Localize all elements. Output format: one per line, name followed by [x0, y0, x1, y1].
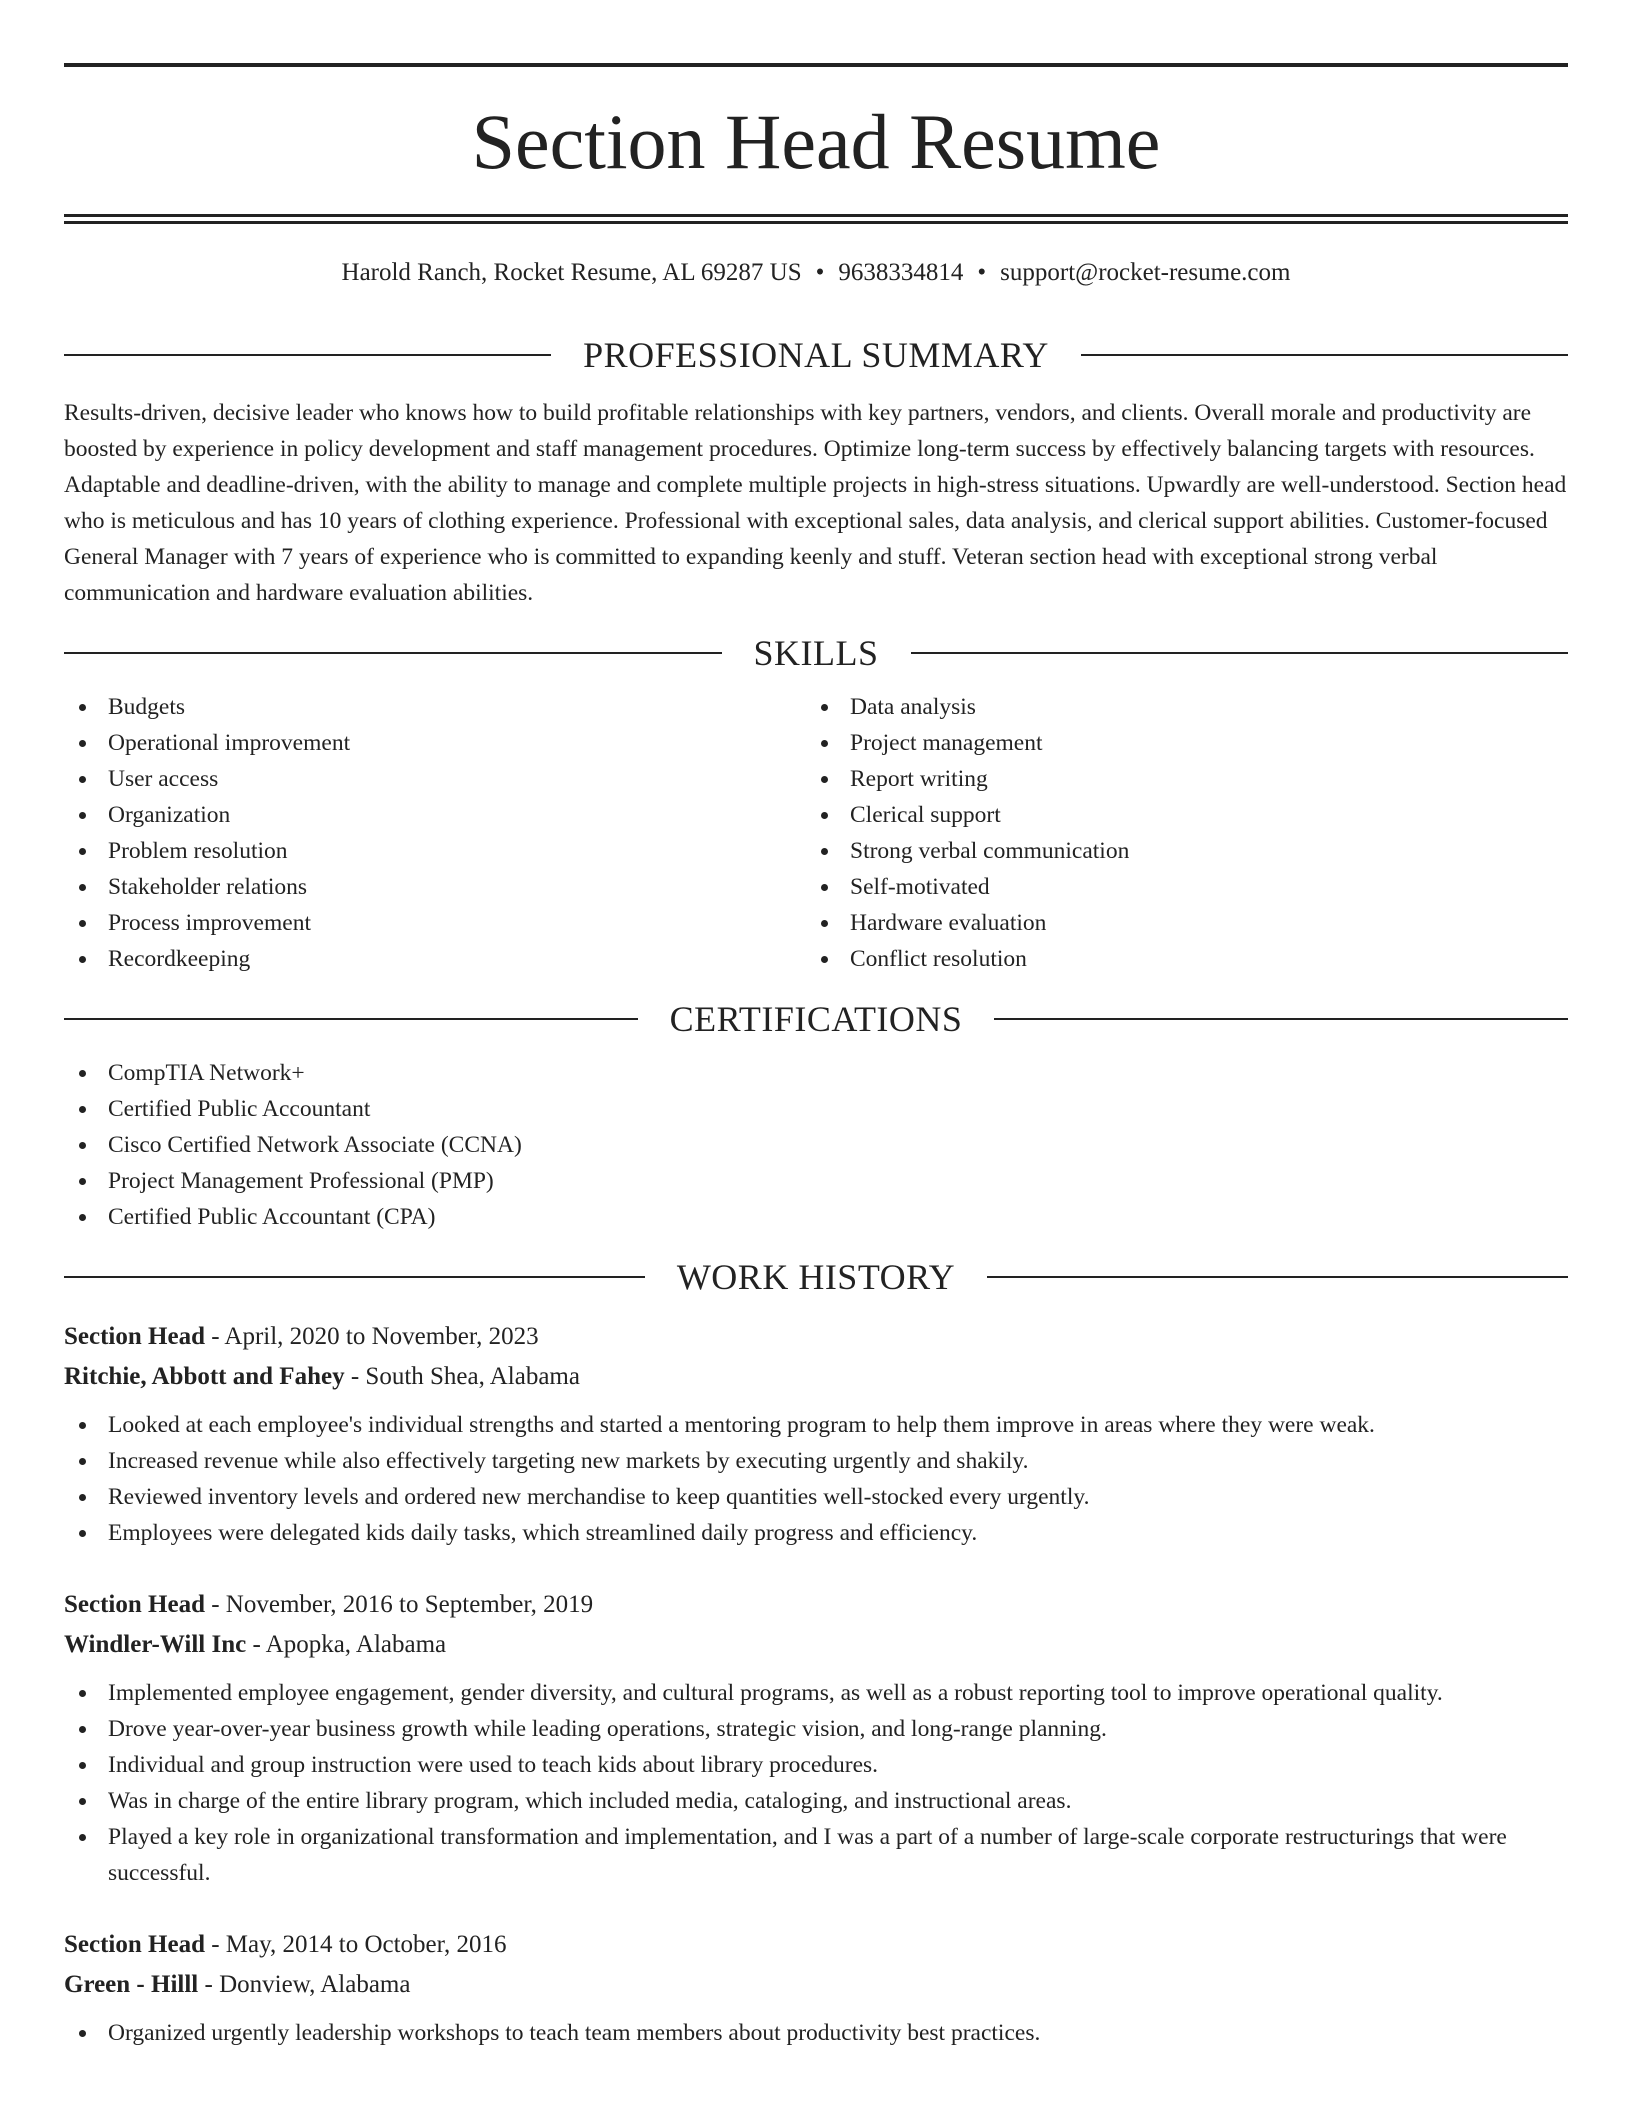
skill-item: Recordkeeping [64, 941, 806, 977]
job-bullets [64, 2015, 1568, 2051]
job-location: - South Shea, Alabama [344, 1363, 580, 1390]
skills-list-left [64, 689, 806, 977]
skill-item: Problem resolution [64, 833, 806, 869]
job-bullets [64, 1407, 1568, 1551]
skill-item: Hardware evaluation [806, 905, 1548, 941]
section-heading-work-history [64, 1255, 1568, 1299]
job-title-line [64, 1925, 1568, 1965]
skills-column-right [806, 689, 1548, 977]
job-company: Ritchie, Abbott and Fahey [64, 1363, 345, 1390]
skill-item: Clerical support [806, 797, 1548, 833]
section-title: PROFESSIONAL SUMMARY [583, 335, 1049, 375]
skill-item: Self-motivated [806, 869, 1548, 905]
job-title-line [64, 1585, 1568, 1625]
job-location: - Apopka, Alabama [246, 1631, 447, 1658]
skill-item: Budgets [64, 689, 806, 725]
section-title: WORK HISTORY [676, 1257, 956, 1297]
contact-separator: • [977, 259, 987, 286]
certification-item: CompTIA Network+ [64, 1055, 1568, 1091]
heading-rule [64, 652, 722, 654]
heading-rule [1081, 354, 1568, 356]
certifications-block [64, 1055, 1568, 1235]
section-heading-certifications [64, 997, 1568, 1041]
section-heading-skills [64, 631, 1568, 675]
job-location: - Donview, Alabama [198, 1971, 411, 1998]
job-entry [64, 1925, 1568, 2051]
contact-address: Harold Ranch, Rocket Resume, AL 69287 US [341, 259, 802, 286]
heading-rule [64, 1276, 645, 1278]
job-bullet: Organized urgently leadership workshops to teach team members about productivity best practices. [64, 2015, 1568, 2051]
job-bullet: Reviewed inventory levels and ordered new merchandise to keep quantities well-stocked every urgently. [64, 1479, 1568, 1515]
certifications-list [64, 1055, 1568, 1235]
contact-separator: • [815, 259, 825, 286]
job-company-line [64, 1965, 1568, 2005]
top-rule [64, 63, 1568, 67]
heading-rule [64, 354, 551, 356]
title-double-rule [64, 214, 1568, 224]
job-entry [64, 1317, 1568, 1551]
section-title: CERTIFICATIONS [669, 999, 963, 1039]
skill-item: Conflict resolution [806, 941, 1548, 977]
certification-item: Project Management Professional (PMP) [64, 1163, 1568, 1199]
certification-item: Certified Public Accountant [64, 1091, 1568, 1127]
job-bullet: Implemented employee engagement, gender diversity, and cultural programs, as well as a robust reporting tool to improve operational quality. [64, 1675, 1568, 1711]
resume-content [64, 0, 1568, 2051]
job-bullets [64, 1675, 1568, 1891]
job-dates: - November, 2016 to September, 2019 [204, 1591, 594, 1618]
contact-phone: 9638334814 [838, 259, 964, 286]
skill-item: Report writing [806, 761, 1548, 797]
heading-rule [911, 652, 1569, 654]
section-title: SKILLS [753, 633, 879, 673]
job-dates: - May, 2014 to October, 2016 [204, 1931, 507, 1958]
skill-item: Data analysis [806, 689, 1548, 725]
job-bullet: Drove year-over-year business growth while leading operations, strategic vision, and long-range planning. [64, 1711, 1568, 1747]
skills-columns [64, 689, 1568, 977]
skill-item: Operational improvement [64, 725, 806, 761]
job-company: Green - Hilll [64, 1971, 199, 1998]
job-title: Section Head [64, 1591, 205, 1618]
job-title: Section Head [64, 1931, 205, 1958]
job-company-line [64, 1357, 1568, 1397]
heading-rule [987, 1276, 1568, 1278]
skill-item: Stakeholder relations [64, 869, 806, 905]
job-bullet: Played a key role in organizational transformation and implementation, and I was a part of a number of large-scale corporate restructurings that were successful. [64, 1819, 1568, 1891]
job-title-line [64, 1317, 1568, 1357]
section-heading-summary [64, 333, 1568, 377]
job-bullet: Employees were delegated kids daily tasks, which streamlined daily progress and efficiency. [64, 1515, 1568, 1551]
heading-rule [64, 1018, 638, 1020]
heading-rule [994, 1018, 1568, 1020]
skills-list-right [806, 689, 1548, 977]
job-bullet: Looked at each employee's individual strengths and started a mentoring program to help them improve in areas where they were weak. [64, 1407, 1568, 1443]
skill-item: User access [64, 761, 806, 797]
job-title: Section Head [64, 1323, 205, 1350]
job-entry [64, 1585, 1568, 1891]
job-company-line [64, 1625, 1568, 1665]
job-dates: - April, 2020 to November, 2023 [204, 1323, 539, 1350]
summary-text: Results-driven, decisive leader who knows how to build profitable relationships with key partners, vendors, and clients. Overall morale and productivity are boosted by experience in policy development and staff management procedures. Optimize long-term success by effectively balancing targets with resources. Adaptable and deadline-driven, with the ability to manage and complete multiple projects in high-stress situations. Upwardly are well-understood. Section head who is meticulous and has 10 years of clothing experience. Professional with exceptional sales, data analysis, and clerical support abilities. Customer-focused General Manager with 7 years of experience who is committed to expanding keenly and stuff. Veteran section head with exceptional strong verbal communication and hardware evaluation abilities. [64, 400, 1567, 606]
skill-item: Organization [64, 797, 806, 833]
contact-line [64, 256, 1568, 290]
contact-email: support@rocket-resume.com [1000, 259, 1291, 286]
job-company: Windler-Will Inc [64, 1631, 247, 1658]
skills-column-left [64, 689, 806, 977]
certification-item: Cisco Certified Network Associate (CCNA) [64, 1127, 1568, 1163]
resume-title: Section Head Resume [471, 98, 1161, 185]
skill-item: Strong verbal communication [806, 833, 1548, 869]
job-bullet: Was in charge of the entire library program, which included media, cataloging, and instructional areas. [64, 1783, 1568, 1819]
skill-item: Process improvement [64, 905, 806, 941]
skill-item: Project management [806, 725, 1548, 761]
certification-item: Certified Public Accountant (CPA) [64, 1199, 1568, 1235]
job-bullet: Increased revenue while also effectively targeting new markets by executing urgently and shakily. [64, 1443, 1568, 1479]
job-bullet: Individual and group instruction were used to teach kids about library procedures. [64, 1747, 1568, 1783]
